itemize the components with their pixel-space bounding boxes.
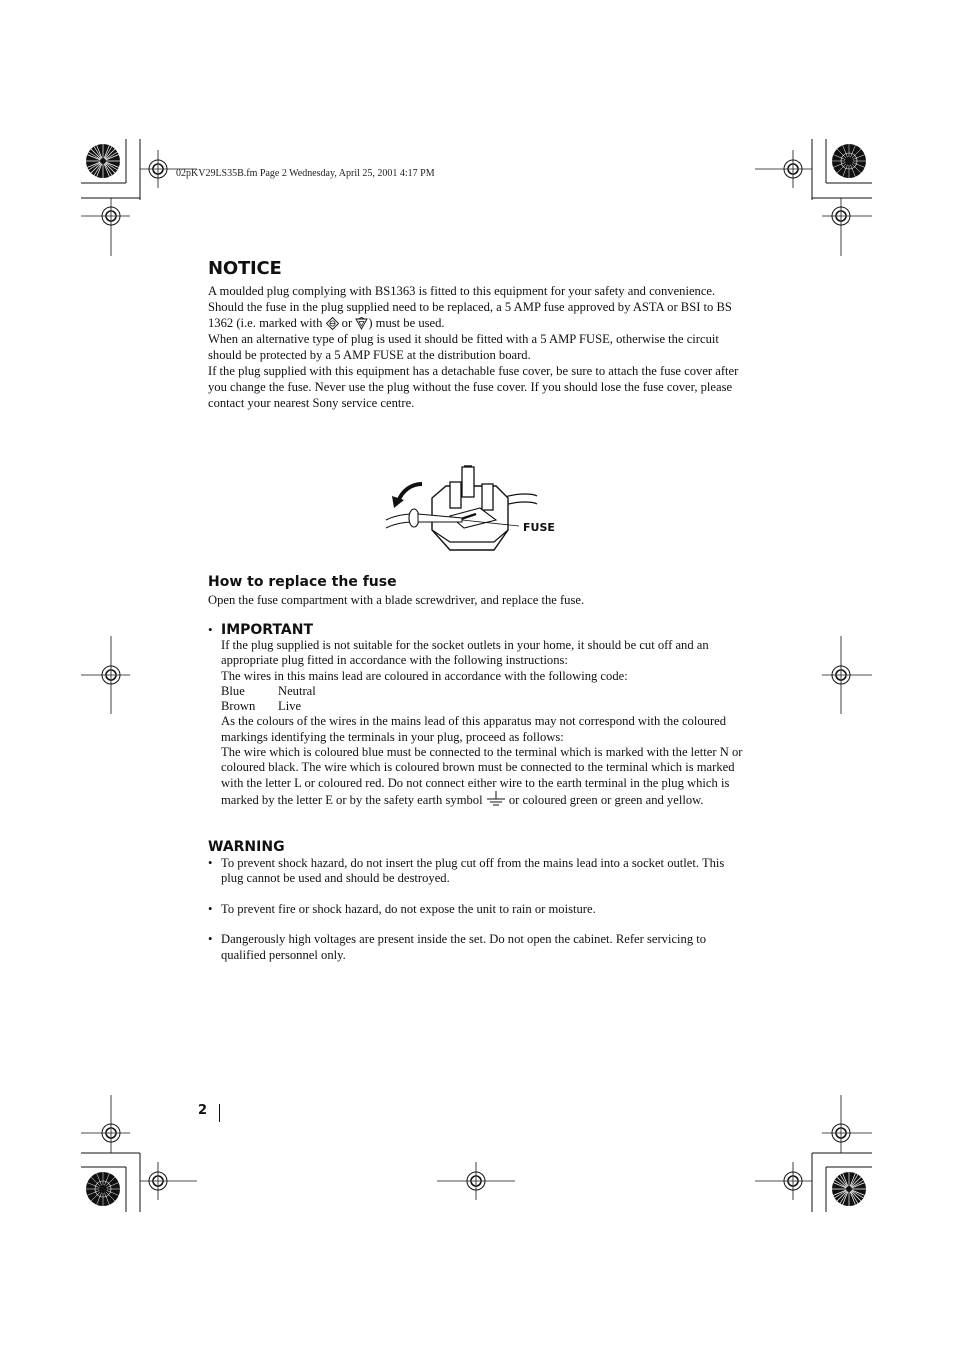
notice-paragraph-4: If the plug supplied with this equipment has a detachable fuse cover, be sure to attach the fuse cover after you change the fuse. Never use the plug without the fuse cover. If you should lose the fuse cover, please contact your nearest Sony service centre. bbox=[208, 364, 739, 410]
page-number: 2 bbox=[198, 1103, 208, 1118]
important-paragraph-2: The wires in this mains lead are coloured in accordance with the following code: bbox=[221, 668, 628, 683]
important-paragraph-4-start: The wire which is coloured blue must be connected to the terminal which is marked with the letter N or coloured black. The wire which is coloured brown must be connected to the terminal which is marked with the letter L or coloured red. Do not connect either wire to the earth terminal in the plug which is marked by the letter E or by the safety earth symbol bbox=[221, 745, 743, 807]
warning-bullet: • bbox=[208, 856, 213, 870]
warning-section bbox=[208, 839, 748, 963]
important-section bbox=[208, 622, 748, 808]
important-body bbox=[208, 638, 748, 808]
earth-symbol-icon bbox=[486, 791, 506, 807]
important-title: IMPORTANT bbox=[221, 622, 314, 638]
warning-title: WARNING bbox=[208, 839, 285, 855]
replace-title: How to replace the fuse bbox=[208, 574, 397, 590]
file-info-header: 02pKV29LS35B.fm Page 2 Wednesday, April 25, 2001 4:17 PM bbox=[176, 168, 435, 179]
notice-paragraph-2 bbox=[208, 299, 748, 331]
notice-title: NOTICE bbox=[208, 258, 282, 279]
wire-meaning-neutral: Neutral bbox=[278, 683, 316, 698]
wire-code-row bbox=[221, 684, 748, 699]
important-paragraph-4 bbox=[221, 745, 748, 808]
bsi-kitemark-icon bbox=[355, 317, 368, 330]
warning-bullet: • bbox=[208, 901, 213, 916]
important-paragraph-1: If the plug supplied is not suitable for the socket outlets in your home, it should be cut off and an appropriate plug fitted in accordance with the following instructions: bbox=[221, 638, 709, 668]
warning-item bbox=[208, 902, 748, 917]
warning-item-text: Dangerously high voltages are present inside the set. Do not open the cabinet. Refer servicing to qualified personnel only. bbox=[221, 932, 707, 962]
notice-content bbox=[208, 258, 748, 411]
notice-paragraph-2-or: or bbox=[338, 316, 356, 330]
plug-drawing bbox=[384, 462, 564, 558]
fuse-label: FUSE bbox=[523, 521, 555, 534]
warning-bullet: • bbox=[208, 932, 213, 947]
warning-item-text: To prevent fire or shock hazard, do not expose the unit to rain or moisture. bbox=[221, 901, 596, 916]
wire-code-row bbox=[221, 699, 748, 714]
important-paragraph-4-end: or coloured green or green and yellow. bbox=[505, 792, 704, 807]
notice-paragraph-3: When an alternative type of plug is used it should be fitted with a 5 AMP FUSE, otherwise the circuit should be protected by a 5 AMP FUSE at the distribution board. bbox=[208, 332, 719, 362]
important-heading bbox=[208, 622, 748, 638]
replace-section bbox=[208, 574, 748, 608]
important-paragraph-3: As the colours of the wires in the mains lead of this apparatus may not correspond with the coloured markings identifying the terminals in your plug, proceed as follows: bbox=[221, 714, 727, 744]
important-bullet: • bbox=[208, 622, 213, 637]
notice-paragraph-2-end: ) must be used. bbox=[368, 316, 445, 330]
notice-paragraph-2-start: Should the fuse in the plug supplied need to be replaced, a 5 AMP fuse approved by ASTA or BSI to BS 1362 (i.e. marked with bbox=[208, 300, 732, 330]
wire-meaning-live: Live bbox=[278, 699, 302, 714]
warning-item-text: To prevent shock hazard, do not insert the plug cut off from the mains lead into a socket outlet. This plug cannot be used and should be destroyed. bbox=[221, 856, 725, 886]
asta-mark-icon bbox=[326, 317, 339, 330]
warning-item bbox=[208, 932, 748, 963]
fuse-illustration bbox=[384, 462, 564, 563]
wire-color-blue: Blue bbox=[221, 683, 245, 698]
wire-color-brown: Brown bbox=[221, 699, 256, 714]
replace-text: Open the fuse compartment with a blade screwdriver, and replace the fuse. bbox=[208, 593, 585, 607]
notice-paragraph-1: A moulded plug complying with BS1363 is fitted to this equipment for your safety and convenience. bbox=[208, 284, 716, 298]
warning-item bbox=[208, 856, 748, 887]
page-number-divider bbox=[219, 1104, 220, 1122]
